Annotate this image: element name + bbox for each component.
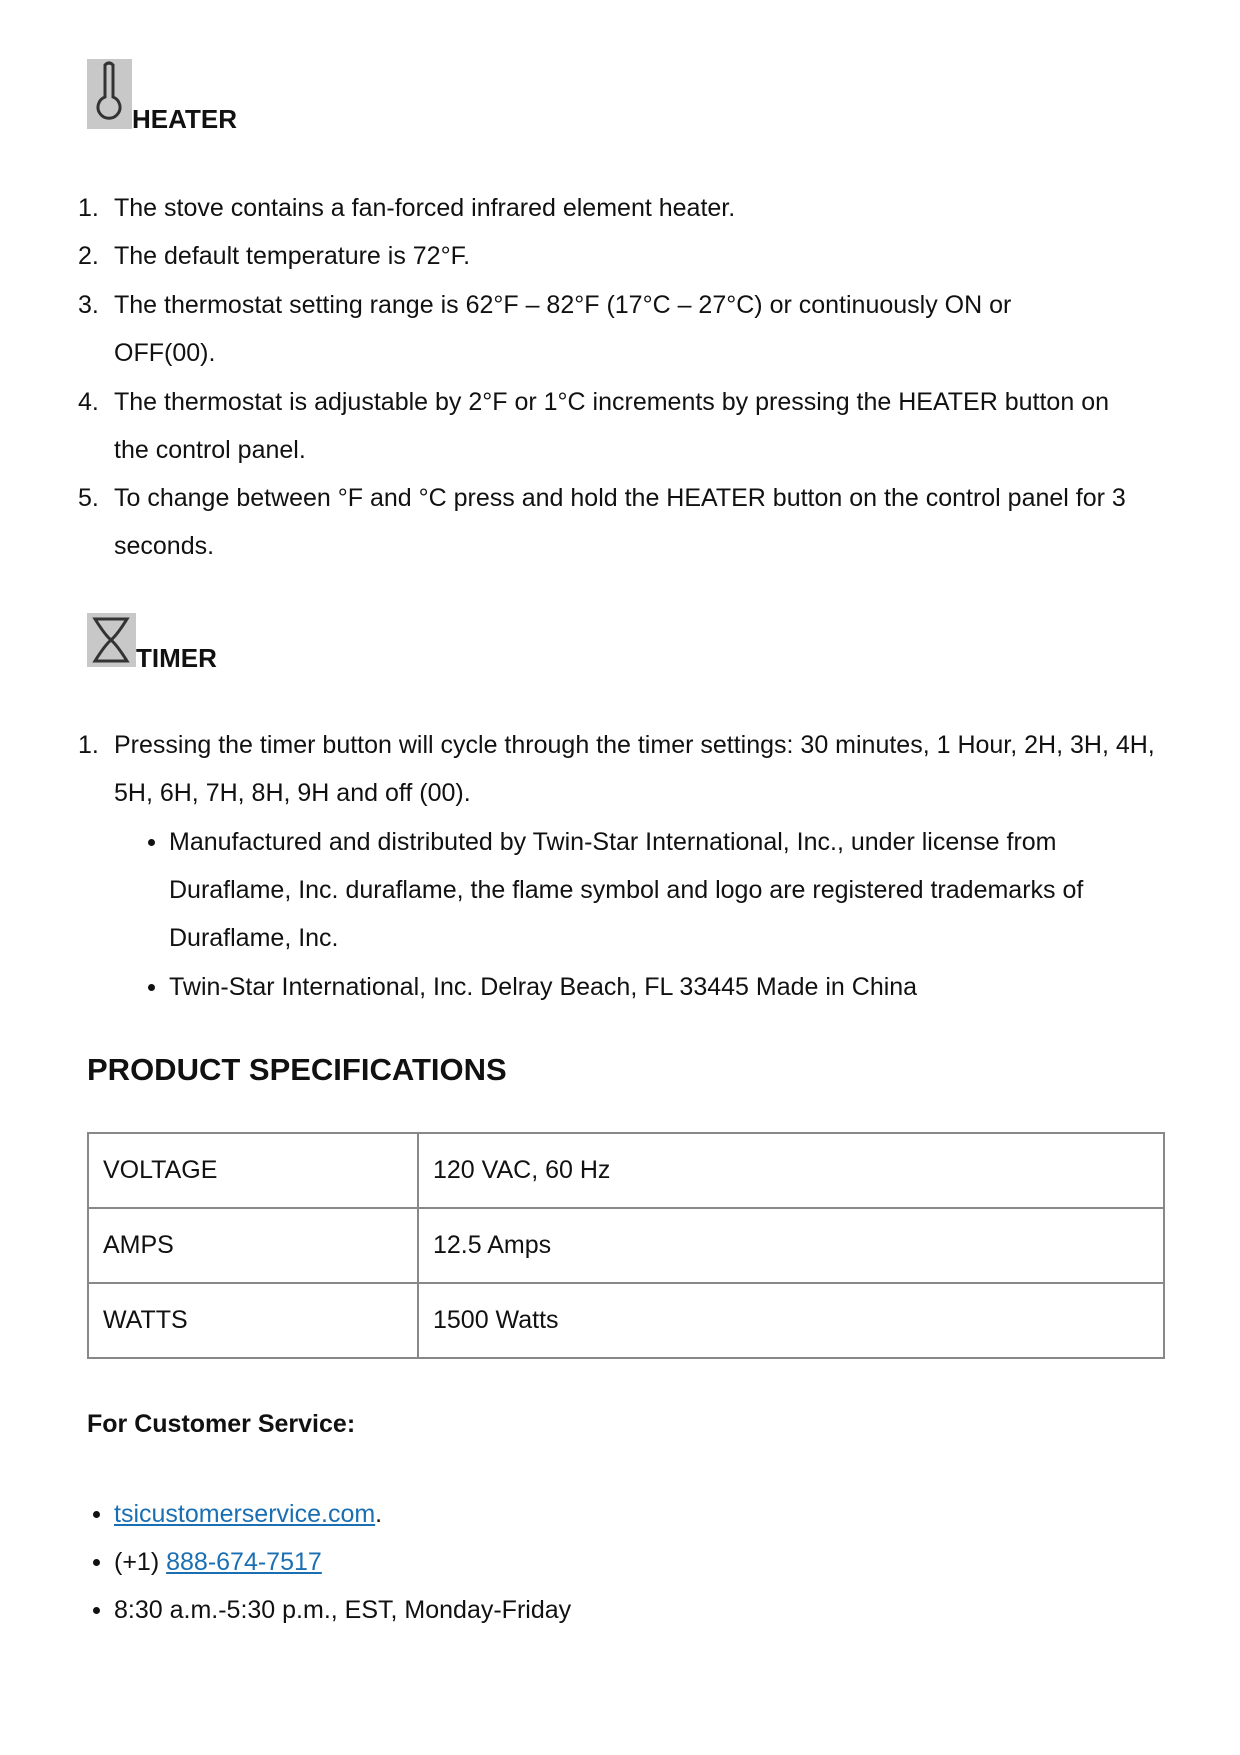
bullet-item: tsicustomerservice.com. [114,1490,1114,1538]
list-item: 1. Pressing the timer button will cycle through the timer settings: 30 minutes, 1 Hour, 2H, 3H, 4H, 5H, 6H, 7H, 8H, 9H and off (00). [78,731,1155,807]
hourglass-icon [87,613,136,667]
table-row: WATTS 1500 Watts [88,1283,1164,1358]
list-item: 5. To change between °F and °C press and hold the HEATER button on the control panel for 3 seconds. [78,484,1126,560]
specs-table [87,1132,1165,1359]
timer-heading: TIMER [136,643,217,673]
heater-heading: HEATER [132,104,237,134]
phone-link[interactable]: 888-674-7517 [166,1548,322,1576]
specs-heading: PRODUCT SPECIFICATIONS [87,1052,507,1087]
list-item: 2. The default temperature is 72°F. [78,242,471,270]
table-row: VOLTAGE 120 VAC, 60 Hz [88,1133,1164,1208]
list-item: 3. The thermostat setting range is 62°F – 82°F (17°C – 27°C) or continuously ON or OFF(00). [78,291,1012,367]
customer-service-heading: For Customer Service: [87,1410,356,1438]
website-link[interactable]: tsicustomerservice.com [114,1500,376,1528]
bullet-item: Twin-Star International, Inc. Delray Beach, FL 33445 Made in China [169,963,1169,1011]
list-item: 4. The thermostat is adjustable by 2°F or 1°C increments by pressing the HEATER button on the control panel. [78,388,1109,464]
bullet-item: 8:30 a.m.-5:30 p.m., EST, Monday-Friday [114,1586,1114,1634]
bullet-item: Manufactured and distributed by Twin-Star International, Inc., under license from Duraflame, Inc. duraflame, the flame symbol and logo are registered trademarks of Duraflame, Inc. [169,818,1169,962]
table-row: AMPS 12.5 Amps [88,1208,1164,1283]
thermometer-icon [87,59,132,129]
list-item: 1. The stove contains a fan-forced infrared element heater. [78,194,736,222]
bullet-item: (+1) 888-674-7517 [114,1538,1114,1586]
